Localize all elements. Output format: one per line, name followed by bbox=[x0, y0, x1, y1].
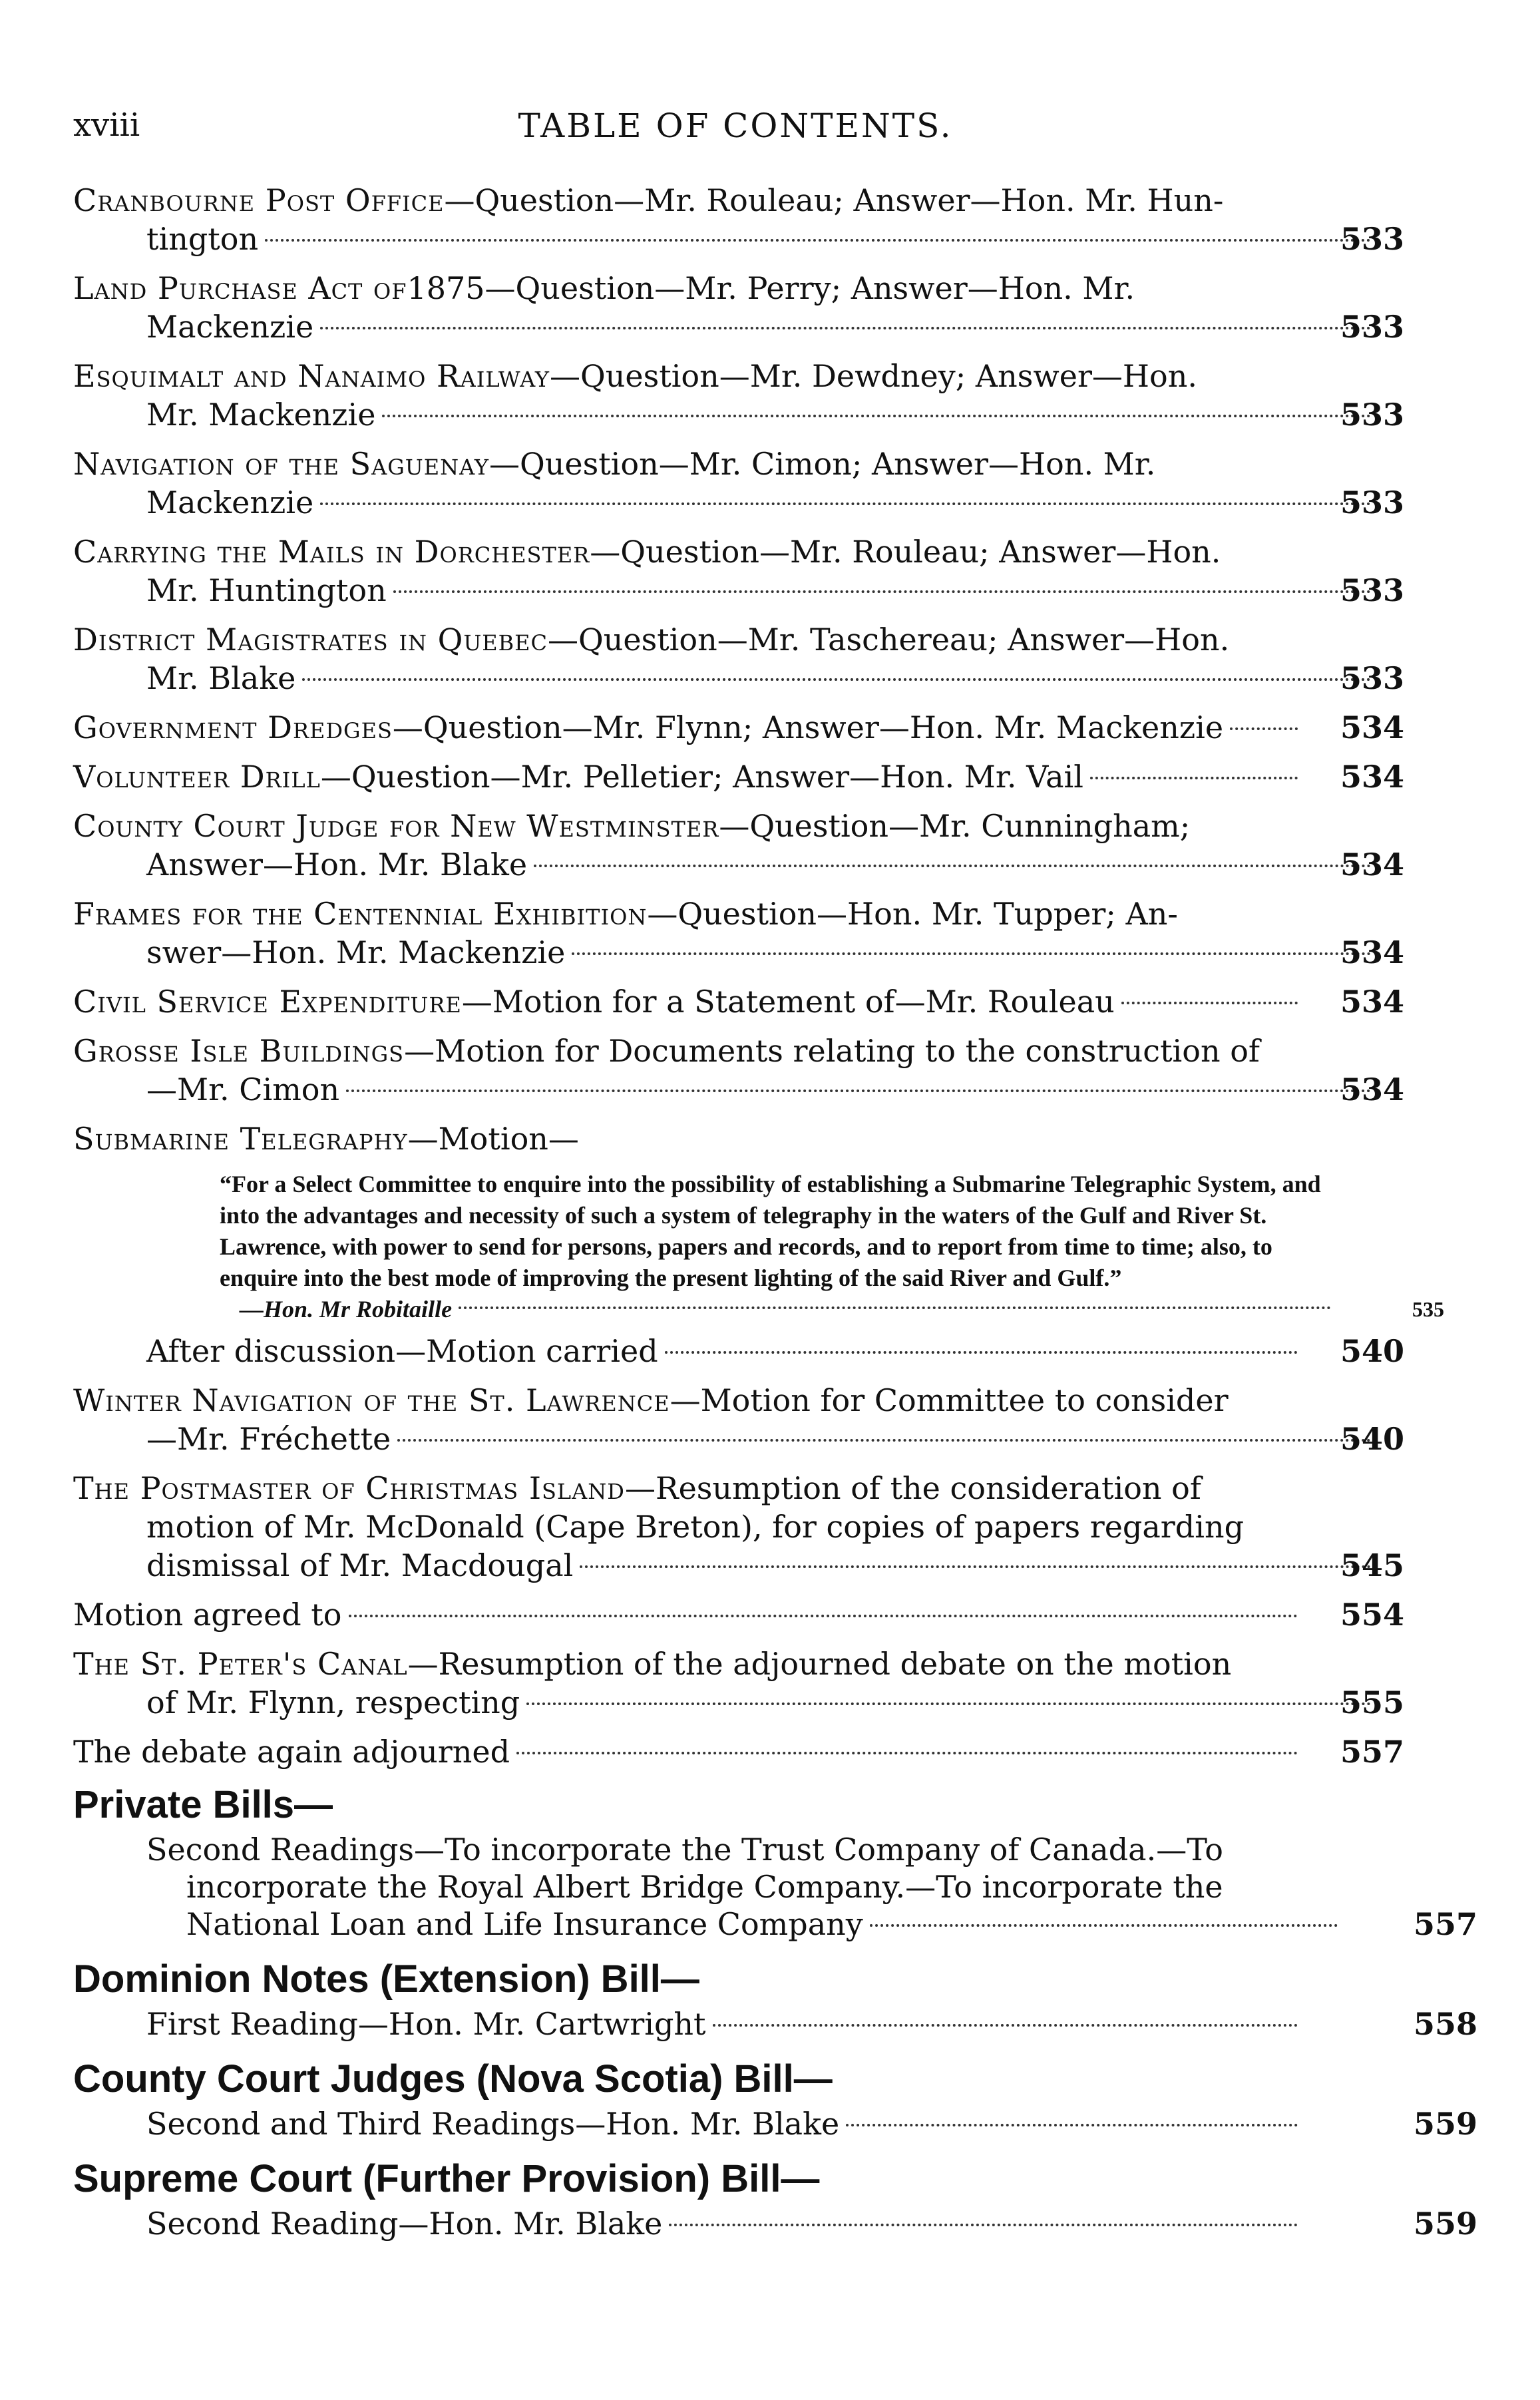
page-number: 533 bbox=[1340, 660, 1404, 696]
toc-entry-text: swer—Hon. Mr. Mackenzie bbox=[146, 934, 566, 970]
toc-entry-line bbox=[73, 269, 1304, 307]
bill-entry bbox=[73, 2005, 1477, 2043]
page-number: 557 bbox=[1413, 1906, 1477, 1942]
toc-entry-text: tington bbox=[146, 221, 259, 257]
toc-entry-text: —Mr. Cimon bbox=[146, 1072, 340, 1107]
toc-entry-heading: Esquimalt and Nanaimo Railway bbox=[73, 358, 550, 394]
page-number: 534 bbox=[1340, 709, 1404, 745]
dot-leader bbox=[397, 1439, 1371, 1442]
toc-entry bbox=[73, 1645, 1404, 1722]
bill-heading: Supreme Court (Further Provision) Bill— bbox=[73, 2157, 820, 2200]
page-number: 533 bbox=[1340, 221, 1404, 257]
bill-entry-text: Second Readings—To incorporate the Trust Company of Canada.—To bbox=[146, 1832, 1223, 1868]
dot-leader bbox=[349, 1615, 1298, 1617]
page-number: 534 bbox=[1340, 1072, 1404, 1107]
toc-entry-line bbox=[73, 933, 1378, 972]
dot-leader bbox=[846, 2124, 1298, 2126]
toc-entry-line bbox=[73, 1645, 1304, 1683]
bill-entry bbox=[73, 1831, 1477, 1943]
toc-entry-line bbox=[73, 357, 1304, 395]
bill-entry-line bbox=[146, 1905, 1344, 1943]
toc-entry bbox=[73, 445, 1404, 522]
page-number: 534 bbox=[1340, 934, 1404, 970]
bill-entry-text: Second Reading—Hon. Mr. Blake bbox=[146, 2206, 663, 2242]
dot-leader bbox=[526, 1702, 1371, 1705]
toc-entry-text: —Question—Mr. Rouleau; Answer—Hon. Mr. Hun- bbox=[444, 182, 1224, 218]
toc-entry bbox=[73, 1332, 1404, 1370]
dot-leader bbox=[320, 502, 1371, 505]
page-number: 559 bbox=[1413, 2206, 1477, 2242]
toc-entry bbox=[73, 895, 1404, 972]
toc-entry-text: Motion agreed to bbox=[73, 1597, 342, 1633]
toc-entry bbox=[73, 1732, 1404, 1771]
dot-leader bbox=[572, 952, 1371, 955]
toc-entry-text: —Question—Mr. Cunningham; bbox=[719, 808, 1191, 844]
dot-leader bbox=[320, 327, 1371, 329]
toc-entry-heading: Navigation of the Saguenay bbox=[73, 446, 490, 482]
page-number: 540 bbox=[1340, 1421, 1404, 1457]
toc-entry-text: Answer—Hon. Mr. Blake bbox=[146, 847, 528, 883]
toc-entry-line bbox=[73, 708, 1304, 747]
page-number: 534 bbox=[1340, 847, 1404, 883]
dot-leader bbox=[346, 1090, 1371, 1092]
toc-entry bbox=[73, 1381, 1404, 1458]
toc-entry-line bbox=[73, 1546, 1378, 1585]
toc-content bbox=[73, 181, 1477, 2256]
page-header bbox=[73, 106, 1398, 160]
toc-entry-line bbox=[73, 1683, 1378, 1722]
page-number: 533 bbox=[1340, 309, 1404, 345]
toc-entry-text: —Motion— bbox=[407, 1121, 579, 1157]
toc-entry-line bbox=[73, 1332, 1304, 1370]
page-number: 559 bbox=[1413, 2106, 1477, 2142]
toc-entry bbox=[73, 1595, 1404, 1634]
toc-entry-heading: County Court Judge for New Westminster bbox=[73, 808, 719, 844]
dot-leader bbox=[669, 2224, 1298, 2226]
dot-leader bbox=[665, 1351, 1298, 1354]
dot-leader bbox=[382, 415, 1371, 417]
toc-entry bbox=[73, 532, 1404, 610]
toc-entry-text: —Mr. Fréchette bbox=[146, 1421, 391, 1457]
toc-entry-line bbox=[73, 220, 1378, 258]
toc-entry-heading: Cranbourne Post Office bbox=[73, 182, 445, 218]
toc-entry-line bbox=[73, 1119, 1304, 1158]
toc-entry-line bbox=[73, 1507, 1378, 1546]
dot-leader bbox=[713, 2024, 1298, 2027]
toc-entry-text: After discussion—Motion carried bbox=[146, 1333, 658, 1369]
toc-entry-text: —Motion for Documents relating to the construction of bbox=[404, 1033, 1260, 1069]
toc-entry bbox=[73, 757, 1404, 796]
dot-leader bbox=[1121, 1002, 1298, 1004]
toc-entry-heading: District Magistrates in Quebec bbox=[73, 622, 548, 658]
toc-entry bbox=[73, 181, 1404, 258]
toc-entry-heading: Government Dredges bbox=[73, 709, 393, 745]
toc-entry-line bbox=[73, 1595, 1304, 1634]
dot-leader bbox=[459, 1306, 1331, 1309]
page-number: 540 bbox=[1340, 1333, 1404, 1369]
toc-entry-heading: Frames for the Centennial Exhibition bbox=[73, 896, 648, 932]
toc-entry-heading: Land Purchase Act of bbox=[73, 270, 407, 306]
toc-entry-heading: Grosse Isle Buildings bbox=[73, 1033, 405, 1069]
quote-text: “For a Select Committee to enquire into the possibility of establishing a Submarine Telegraphic System, and into the advantages and necessity of such a system of telegraphy in the waters of the Gulf and River St. Lawrence, with power to send for persons, papers and records, and to report from time to time; also, to enquire into the best mode of improving the present lighting of the said River and Gulf.” bbox=[220, 1171, 1321, 1291]
toc-entry bbox=[73, 357, 1404, 434]
toc-entry-text: —Question—Mr. Taschereau; Answer—Hon. bbox=[548, 622, 1230, 658]
toc-entry-line bbox=[73, 1032, 1304, 1070]
bill-entry-text: Second and Third Readings—Hon. Mr. Blake bbox=[146, 2106, 840, 2142]
bill-entry-line bbox=[146, 2105, 1304, 2142]
page-number: 555 bbox=[1340, 1685, 1404, 1720]
toc-entry-heading: Submarine Telegraphy bbox=[73, 1121, 408, 1157]
page-number: 533 bbox=[1340, 397, 1404, 433]
toc-entry-line bbox=[73, 571, 1378, 610]
page-number: 557 bbox=[1340, 1734, 1404, 1770]
quote-block bbox=[220, 1169, 1444, 1325]
page-number: 554 bbox=[1340, 1597, 1404, 1633]
toc-entry-line bbox=[73, 982, 1304, 1021]
toc-entry-heading: Volunteer Drill bbox=[73, 759, 321, 795]
toc-entry-heading: The St. Peter's Canal bbox=[73, 1646, 408, 1682]
toc-entry bbox=[73, 620, 1404, 698]
bill-entry-line bbox=[146, 2205, 1304, 2242]
bill-heading: Dominion Notes (Extension) Bill— bbox=[73, 1957, 699, 2001]
toc-entry bbox=[73, 269, 1404, 346]
page-number: 533 bbox=[1340, 485, 1404, 520]
toc-entry-line bbox=[73, 1469, 1304, 1507]
toc-entry-heading: The Postmaster of Christmas Island bbox=[73, 1470, 625, 1506]
dot-leader bbox=[516, 1752, 1298, 1754]
toc-entry-text: Mr. Mackenzie bbox=[146, 397, 376, 433]
toc-entry-line bbox=[73, 895, 1304, 933]
toc-entry-text: Mackenzie bbox=[146, 485, 314, 520]
toc-entry-line bbox=[73, 807, 1304, 845]
toc-entry-line bbox=[73, 307, 1378, 346]
toc-entry-text: —Question—Hon. Mr. Tupper; An- bbox=[647, 896, 1178, 932]
quote-attribution: —Hon. Mr Robitaille bbox=[240, 1296, 453, 1322]
toc-entry-text: —Resumption of the consideration of bbox=[624, 1470, 1201, 1506]
page-number: 534 bbox=[1340, 759, 1404, 795]
page-number: 545 bbox=[1340, 1547, 1404, 1583]
toc-entry-text: —Motion for Committee to consider bbox=[670, 1382, 1229, 1418]
toc-entry-line bbox=[73, 1381, 1304, 1420]
dot-leader bbox=[265, 239, 1371, 242]
toc-entry bbox=[73, 708, 1404, 747]
running-title: TABLE OF CONTENTS. bbox=[518, 106, 953, 145]
page-number: 558 bbox=[1413, 2006, 1477, 2042]
toc-entry-line bbox=[73, 620, 1304, 659]
bill-entry bbox=[73, 2105, 1477, 2142]
toc-entry-text: motion of Mr. McDonald (Cape Breton), for copies of papers regarding bbox=[146, 1509, 1245, 1545]
toc-entry-text: —Question—Mr. Flynn; Answer—Hon. Mr. Mackenzie bbox=[392, 709, 1224, 745]
dot-leader bbox=[393, 590, 1371, 593]
toc-entry bbox=[73, 1119, 1404, 1158]
toc-entry-line bbox=[73, 395, 1378, 434]
toc-entry-text: The debate again adjourned bbox=[73, 1734, 510, 1770]
bill-entry-text: incorporate the Royal Albert Bridge Company.—To incorporate the bbox=[186, 1869, 1223, 1905]
page-number: 533 bbox=[1340, 572, 1404, 608]
bill-entry-line bbox=[146, 2005, 1304, 2043]
toc-entry-line bbox=[73, 445, 1304, 483]
page-folio: xviii bbox=[73, 106, 140, 144]
toc-entry-line bbox=[73, 181, 1304, 220]
toc-entry-line bbox=[73, 659, 1378, 698]
bill-entry bbox=[73, 2205, 1477, 2242]
quote-attribution-line bbox=[220, 1294, 1338, 1325]
bill-entry-text: National Loan and Life Insurance Company bbox=[186, 1906, 863, 1942]
toc-entry-line bbox=[73, 483, 1378, 522]
toc-entry-text: Mackenzie bbox=[146, 309, 314, 345]
toc-entry-text: dismissal of Mr. Macdougal bbox=[146, 1547, 574, 1583]
toc-entry-line bbox=[73, 1070, 1378, 1109]
dot-leader bbox=[534, 865, 1371, 867]
toc-entry-text: —Question—Mr. Pelletier; Answer—Hon. Mr. Vail bbox=[320, 759, 1083, 795]
toc-entry-text: —Question—Mr. Cimon; Answer—Hon. Mr. bbox=[489, 446, 1156, 482]
dot-leader bbox=[1230, 727, 1298, 730]
toc-entry-text: Mr. Huntington bbox=[146, 572, 387, 608]
toc-entry bbox=[73, 1032, 1404, 1109]
toc-entry-text: of Mr. Flynn, respecting bbox=[146, 1685, 520, 1720]
toc-entry-line bbox=[73, 757, 1304, 796]
dot-leader bbox=[580, 1565, 1371, 1568]
dot-leader bbox=[1090, 777, 1298, 779]
page-number: 534 bbox=[1340, 984, 1404, 1020]
toc-entry-text: 1875—Question—Mr. Perry; Answer—Hon. Mr. bbox=[407, 270, 1135, 306]
bill-entry-text: First Reading—Hon. Mr. Cartwright bbox=[146, 2006, 706, 2042]
toc-entry-text: —Question—Mr. Dewdney; Answer—Hon. bbox=[550, 358, 1197, 394]
toc-entry-text: —Motion for a Statement of—Mr. Rouleau bbox=[461, 984, 1115, 1020]
toc-entry-line bbox=[73, 1420, 1378, 1458]
dot-leader bbox=[870, 1924, 1338, 1927]
bill-heading: Private Bills— bbox=[73, 1783, 333, 1826]
bill-entry-line bbox=[146, 1868, 1344, 1905]
toc-entry-text: Mr. Blake bbox=[146, 660, 296, 696]
toc-entry bbox=[73, 982, 1404, 1021]
toc-entry-line bbox=[73, 1732, 1304, 1771]
toc-entry bbox=[73, 807, 1404, 884]
toc-entry-line bbox=[73, 532, 1304, 571]
toc-entry-heading: Winter Navigation of the St. Lawrence bbox=[73, 1382, 670, 1418]
toc-entry-text: —Resumption of the adjourned debate on the motion bbox=[407, 1646, 1232, 1682]
toc-entry-heading: Civil Service Expenditure bbox=[73, 984, 462, 1020]
dot-leader bbox=[302, 678, 1371, 681]
bill-entry-line bbox=[146, 1831, 1304, 1868]
toc-entry bbox=[73, 1469, 1404, 1585]
page-number: 535 bbox=[1412, 1297, 1444, 1321]
bill-heading: County Court Judges (Nova Scotia) Bill— bbox=[73, 2057, 833, 2100]
toc-entry-text: —Question—Mr. Rouleau; Answer—Hon. bbox=[590, 534, 1221, 570]
toc-entry-line bbox=[73, 845, 1378, 884]
toc-entry-heading: Carrying the Mails in Dorchester bbox=[73, 534, 590, 570]
